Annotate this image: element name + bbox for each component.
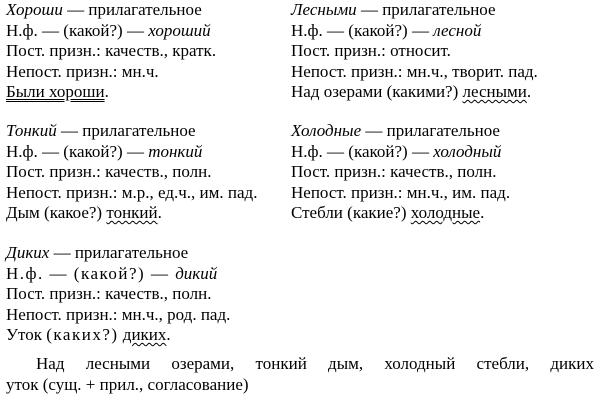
block-heading: [6, 121, 257, 142]
example-word: тонкий: [106, 203, 158, 222]
example-period: .: [166, 325, 171, 344]
example-period: .: [526, 82, 532, 101]
conclusion-line-2: уток (сущ. + прил., согласование): [6, 375, 249, 394]
example-head: Стебли: [291, 203, 348, 222]
conclusion-line-1: Над лесными озерами, тонкий дым, холодный стебли, диких: [36, 354, 594, 373]
initial-form-line: [6, 21, 216, 42]
example-question: (какие?): [347, 203, 407, 222]
example-word: диких: [122, 325, 167, 344]
part-of-speech: — прилагательное: [356, 0, 496, 19]
constant-features: Пост. призн.: качеств., полн.: [291, 162, 497, 181]
initial-form-line: [291, 21, 538, 42]
example-word: лесными: [462, 82, 527, 101]
parse-block-lesnymi: [291, 0, 538, 103]
parsed-word: Тонкий: [6, 121, 57, 140]
parse-block-tonkiy: [6, 121, 257, 224]
nonconstant-features: Непост. призн.: м.р., ед.ч., им. пад.: [6, 182, 258, 202]
initial-form-word: лесной: [433, 20, 482, 40]
nonconstant-features: Непост. призн.: мн.ч.: [6, 61, 159, 81]
syntax-example: [6, 203, 257, 224]
initial-form-word: хороший: [148, 20, 211, 40]
example-question: (каких?): [46, 325, 119, 344]
initial-form-label: Н.ф. — (какой?) —: [6, 263, 176, 283]
parse-block-horoshi: [6, 0, 216, 103]
initial-form-line: [6, 264, 230, 285]
parsed-word: Диких: [6, 243, 50, 262]
example-period: .: [104, 82, 109, 101]
part-of-speech: — прилагательное: [361, 121, 500, 140]
example-period: .: [157, 203, 162, 222]
example-question: (какими?): [386, 82, 459, 101]
constant-features: Пост. призн.: качеств., полн.: [6, 284, 212, 303]
nonconstant-features: Непост. призн.: мн.ч., род. пад.: [6, 304, 231, 324]
initial-form-label: Н.ф. — (какой?) —: [291, 20, 434, 40]
syntax-example: [291, 82, 538, 103]
parse-block-dikih: [6, 243, 230, 346]
initial-form-word: холодный: [433, 141, 502, 161]
example-head: Уток: [6, 325, 47, 344]
part-of-speech: — прилагательное: [62, 0, 202, 19]
initial-form-label: Н.ф. — (какой?) —: [6, 141, 149, 161]
syntax-example: [6, 325, 230, 346]
block-heading: [6, 0, 216, 21]
parsed-word: Холодные: [291, 121, 362, 140]
initial-form-label: Н.ф. — (какой?) —: [291, 141, 434, 161]
syntax-example: [6, 82, 216, 103]
nonconstant-features: Непост. призн.: мн.ч., им. пад.: [291, 182, 511, 202]
example-word: холодные: [410, 203, 481, 222]
constant-features: Пост. призн.: качеств., кратк.: [6, 41, 217, 60]
initial-form-line: [6, 142, 257, 163]
block-heading: [291, 121, 510, 142]
part-of-speech: — прилагательное: [56, 121, 196, 140]
part-of-speech: — прилагательное: [49, 243, 189, 262]
initial-form-label: Н.ф. — (какой?) —: [6, 20, 149, 40]
example-period: .: [480, 203, 485, 222]
parsed-word: Лесными: [291, 0, 357, 19]
initial-form-line: [291, 142, 510, 163]
example-question: (какое?): [44, 203, 103, 222]
example-phrase: Были хороши: [6, 82, 105, 101]
initial-form-word: дикий: [175, 263, 218, 283]
constant-features: Пост. призн.: качеств., полн.: [6, 162, 212, 181]
example-head: Дым: [6, 203, 45, 222]
syntax-example: [291, 203, 510, 224]
parse-block-holodnye: [291, 121, 510, 224]
conclusion-paragraph: [6, 353, 594, 395]
block-heading: [6, 243, 230, 264]
parsed-word: Хороши: [6, 0, 63, 19]
constant-features: Пост. призн.: относит.: [291, 41, 451, 60]
nonconstant-features: Непост. призн.: мн.ч., творит. пад.: [291, 61, 538, 81]
example-head: Над озерами: [291, 82, 387, 101]
block-heading: [291, 0, 538, 21]
initial-form-word: тонкий: [148, 141, 203, 161]
